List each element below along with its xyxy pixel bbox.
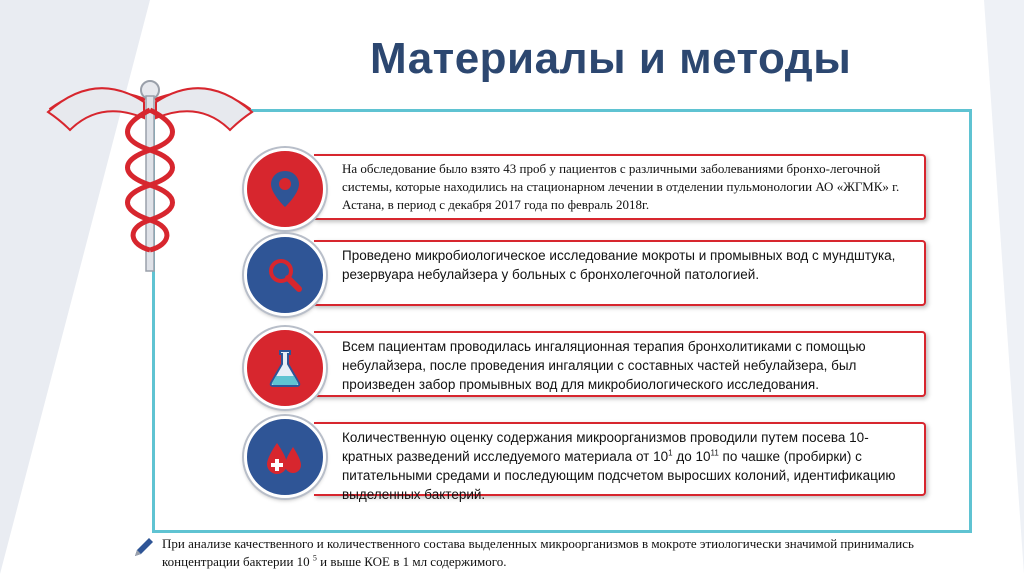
icon-circle	[244, 234, 326, 316]
footnote	[162, 535, 942, 571]
page-title: Материалы и методы	[370, 34, 852, 83]
superscript: 1	[668, 448, 673, 458]
map-pin-icon	[268, 169, 302, 209]
item-text: Всем пациентам проводилась ингаляционная терапия бронхолитиками с помощью небулайзера, после проведения ингаляции с составных частей небулайзера, был произведен забор промывных вод для микробиологического исследования.	[342, 339, 866, 392]
text-box	[314, 422, 926, 502]
icon-circle	[244, 148, 326, 230]
item-text-part: по чашке (пробирки) с питательными средами и последующим подсчетом выросших колоний, идентификацию выделенных бактерий.	[342, 449, 896, 502]
text-box	[314, 331, 926, 397]
blood-drops-icon	[263, 437, 307, 477]
icon-circle	[244, 416, 326, 498]
item-text-part: до 10	[672, 449, 711, 464]
text-box	[314, 240, 926, 306]
item-text: На обследование было взято 43 проб у пациентов с различными заболеваниями бронхо-легочной системы, которые находились на стационарном лечении в отделении пульмонологии АО «ЖГМК» г. Астана, в период с декабря 2017 года по февраль 2018г.	[342, 161, 900, 212]
background-decoration-right	[984, 0, 1024, 574]
magnifier-icon	[265, 255, 305, 295]
footnote-part: При анализе качественного и количественного состава выделенных микроорганизмов в мокроте этиологически значимой принимались концентрации бактерии 10	[162, 536, 914, 569]
item-text: Проведено микробиологическое исследование мокроты и промывных вод с мундштука, резервуара небулайзера у больных с бронхолегочной патологией.	[342, 248, 896, 282]
item-text	[342, 428, 914, 504]
pencil-icon	[132, 535, 156, 559]
item-text-part: Количественную оценку содержания микроорганизмов проводили путем посева 10-кратных разведений исследуемого материала от 10	[342, 430, 869, 464]
caduceus-icon	[40, 70, 260, 275]
superscript: 5	[312, 553, 317, 563]
text-box	[314, 154, 926, 220]
superscript: 11	[710, 448, 719, 458]
icon-circle	[244, 327, 326, 409]
footnote-part: и выше КОЕ в 1 мл содержимого.	[316, 554, 507, 569]
flask-icon	[267, 348, 303, 388]
